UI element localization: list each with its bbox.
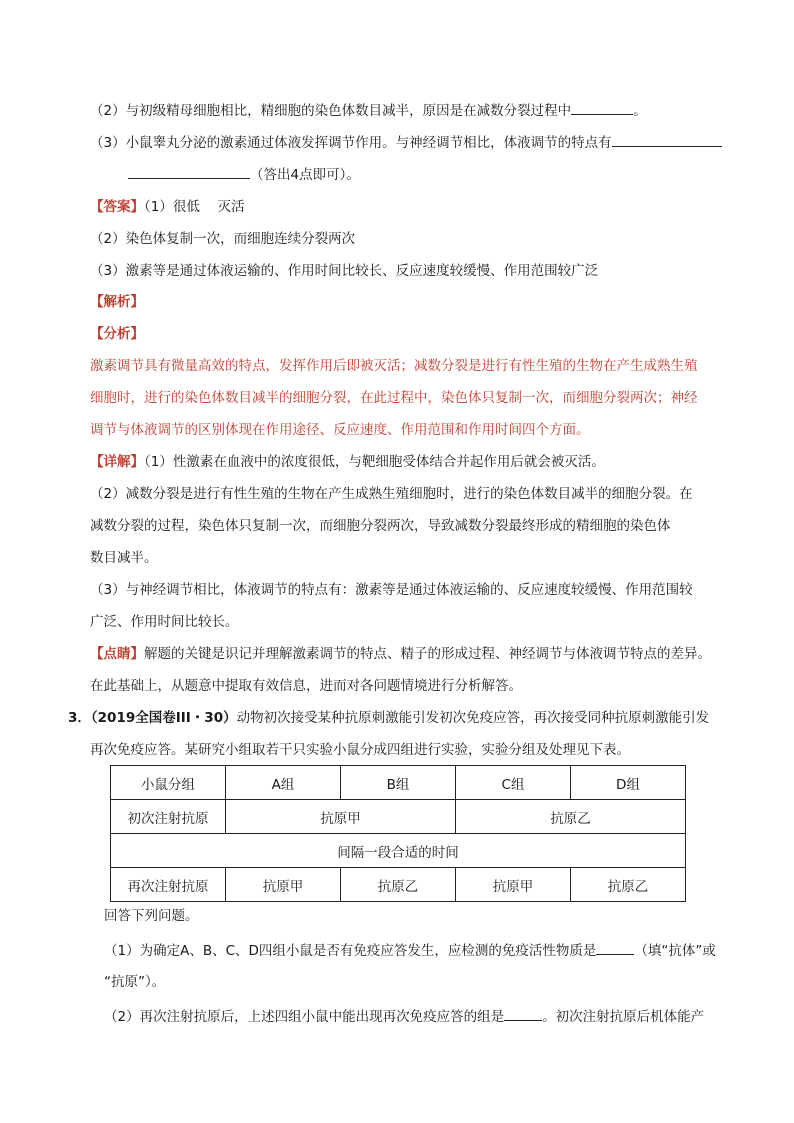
sub-question-1-line <box>104 940 716 961</box>
question-3-stem-line-1 <box>68 708 709 728</box>
table-row <box>111 800 686 834</box>
dianjing-1: 解题的关键是识记并理解激素调节的特点、精子的形成过程、神经调节与体液调节特点的差异。 <box>144 646 711 662</box>
table-header-cell: C组 <box>456 766 571 800</box>
table-header-cell: B组 <box>341 766 456 800</box>
xiangjie-line-2c: 数目减半。 <box>90 550 158 566</box>
answer-line-3 <box>90 261 598 281</box>
question-3-cont-text: （答出4点即可）。 <box>250 167 360 183</box>
dianjing-line-1 <box>90 644 711 664</box>
xiangjie-line-3a: （3）与神经调节相比，体液调节的特点有：激素等是通过体液运输的、反应速度较缓慢、作用范围较 <box>90 582 693 598</box>
fenxi-tag: 【分析】 <box>90 326 144 342</box>
experiment-table <box>110 765 686 902</box>
answer-blank <box>596 940 634 955</box>
question-stem-1: 动物初次接受某种抗原刺激能引发初次免疫应答，再次接受同种抗原刺激能引发 <box>236 710 710 726</box>
answer-blank <box>571 100 633 115</box>
dianjing-line-2: 在此基础上，从题意中提取有效信息，进而对各问题情境进行分析解答。 <box>90 678 522 694</box>
dianjing-tag: 【点睛】 <box>90 646 144 662</box>
question-2-text: （2）与初级精母细胞相比，精细胞的染色体数目减半，原因是在减数分裂过程中 <box>90 103 572 119</box>
question-2-end: 。 <box>633 103 647 119</box>
fenxi-line-1: 激素调节具有微量高效的特点，发挥作用后即被灭活；减数分裂是进行有性生殖的生物在产生成熟生殖 <box>90 358 698 374</box>
answer-blank <box>612 132 722 147</box>
table-cell: 抗原乙 <box>456 800 686 834</box>
question-3-stem-line-2: 再次免疫应答。某研究小组取若干只实验小鼠分成四组进行实验，实验分组及处理见下表。 <box>90 742 630 758</box>
answer-line-2 <box>90 229 355 249</box>
table-header-cell: D组 <box>571 766 686 800</box>
answer-line-1 <box>90 197 245 217</box>
table-header-cell: 小鼠分组 <box>111 766 226 800</box>
table-cell: 抗原甲 <box>456 868 571 902</box>
answer-blank <box>504 1006 542 1021</box>
after-table-text: 回答下列问题。 <box>104 908 199 924</box>
sub-question-1-cont: “抗原”）。 <box>104 974 166 990</box>
sub-question-1-text: （1）为确定A、B、C、D四组小鼠是否有免疫应答发生，应检测的免疫活性物质是 <box>104 943 597 959</box>
table-cell: 抗原乙 <box>571 868 686 902</box>
fenxi-line-2: 细胞时，进行的染色体数目减半的细胞分裂，在此过程中，染色体只复制一次，而细胞分裂两次；神经 <box>90 390 698 406</box>
question-3-text: （3）小鼠睾丸分泌的激素通过体液发挥调节作用。与神经调节相比，体液调节的特点有 <box>90 135 612 151</box>
table-row <box>111 834 686 868</box>
table-span-cell: 间隔一段合适的时间 <box>111 834 686 868</box>
table-header-row <box>111 766 686 800</box>
table-cell: 抗原乙 <box>341 868 456 902</box>
sub-question-2-line <box>104 1006 704 1027</box>
answer-blank <box>128 164 250 179</box>
answer-3: （3）激素等是通过体液运输的、作用时间比较长、反应速度较缓慢、作用范围较广泛 <box>90 263 599 279</box>
table-cell: 抗原甲 <box>226 868 341 902</box>
answer-1: （1）很低 灭活 <box>144 199 245 215</box>
question-2-line <box>90 100 647 121</box>
xiangjie-line-2a: （2）减数分裂是进行有性生殖的生物在产生成熟生殖细胞时，进行的染色体数目减半的细胞分裂。在 <box>90 486 693 502</box>
table-cell: 抗原甲 <box>226 800 456 834</box>
xiangjie-line-2b: 减数分裂的过程，染色体只复制一次，而细胞分裂两次，导致减数分裂最终形成的精细胞的染色体 <box>90 518 671 534</box>
table-row-label: 再次注射抗原 <box>111 868 226 902</box>
answer-tag: 【答案】 <box>90 199 144 215</box>
answer-2: （2）染色体复制一次，而细胞连续分裂两次 <box>90 231 356 247</box>
question-number: 3． <box>68 710 91 726</box>
table-row <box>111 868 686 902</box>
question-3-line <box>90 132 722 153</box>
table-header-cell: A组 <box>226 766 341 800</box>
sub-question-1-hint: （填“抗体”或 <box>634 943 716 959</box>
question-source: （2019全国卷III・30） <box>90 710 237 726</box>
xiangjie-1: （1）性激素在血液中的浓度很低，与靶细胞受体结合并起作用后就会被灭活。 <box>144 454 605 470</box>
sub-question-2-text: （2）再次注射抗原后，上述四组小鼠中能出现再次免疫应答的组是 <box>104 1009 505 1025</box>
fenxi-line-3: 调节与体液调节的区别体现在作用途径、反应速度、作用范围和作用时间四个方面。 <box>90 422 590 438</box>
xiangjie-tag: 【详解】 <box>90 454 144 470</box>
question-3-continuation <box>128 164 360 185</box>
xiangjie-line-1 <box>90 452 605 472</box>
jiexi-tag: 【解析】 <box>90 294 144 310</box>
xiangjie-line-3b: 广泛、作用时间比较长。 <box>90 614 239 630</box>
sub-question-2-cont: 。初次注射抗原后机体能产 <box>542 1009 705 1025</box>
table-row-label: 初次注射抗原 <box>111 800 226 834</box>
